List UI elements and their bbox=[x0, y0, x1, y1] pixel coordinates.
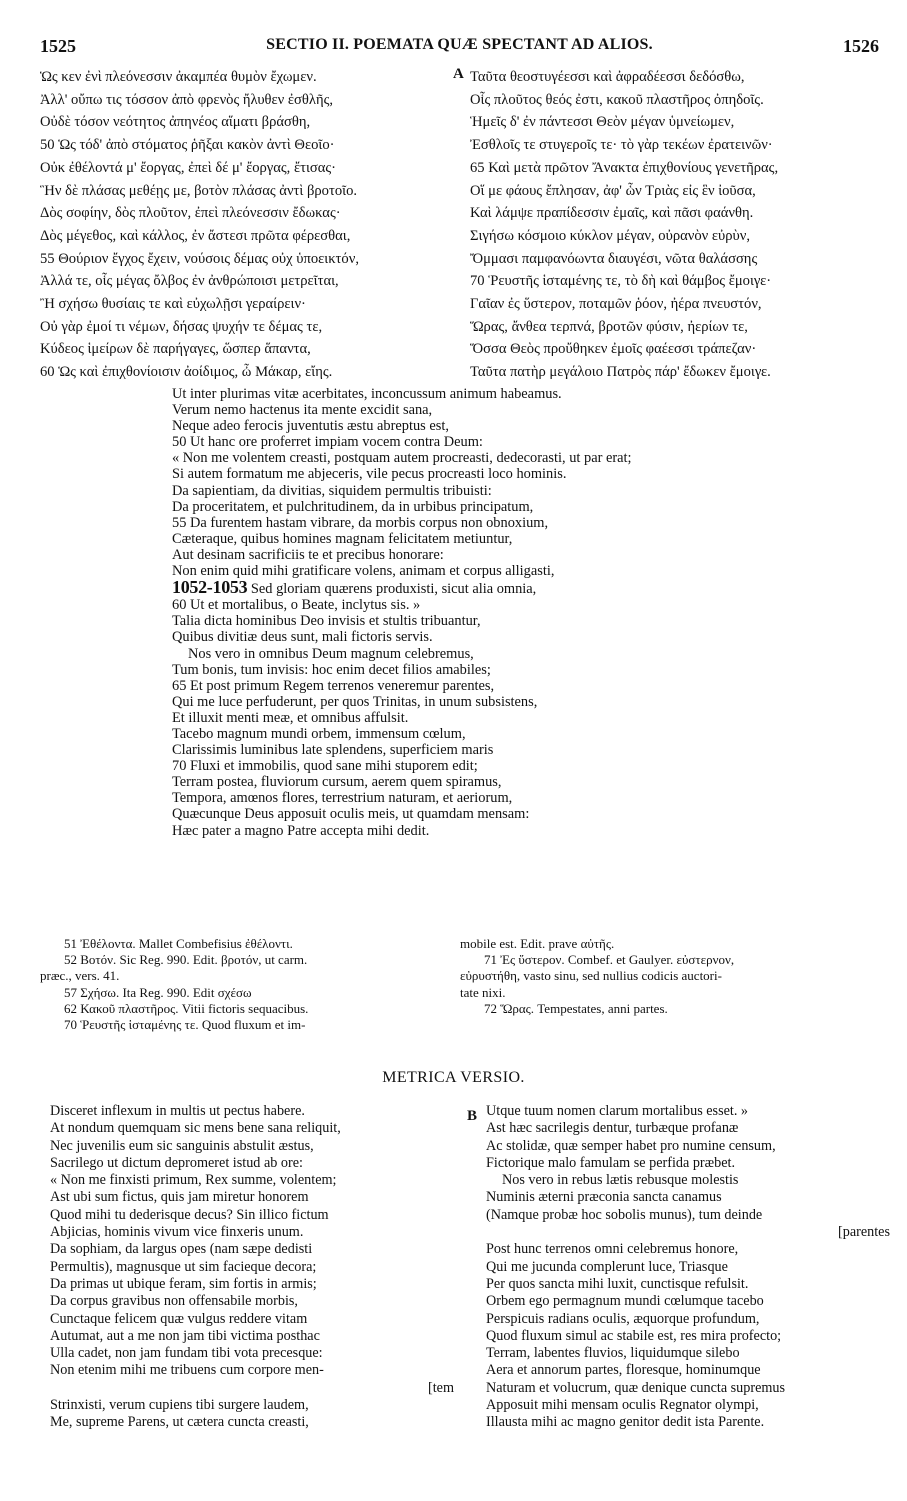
verse-line: Da sophiam, da largus opes (nam sæpe dedisti bbox=[50, 1241, 313, 1258]
verse-line: Permultis), magnusque ut sim facieque decora; bbox=[50, 1258, 317, 1275]
verse-line: Utque tuum nomen clarum mortalibus esset. » bbox=[486, 1103, 749, 1119]
latin-line: Nos vero in omnibus Deum magnum celebremus, bbox=[188, 645, 474, 662]
verse-line: Ast hæc sacrilegis dentur, turbæque profanæ bbox=[486, 1120, 739, 1137]
metrica-versio-heading: METRICA VERSIO. bbox=[382, 1069, 525, 1086]
greek-line: Ὡς κεν ἐνὶ πλεόνεσσιν ἀκαμπέα θυμὸν ἔχωμεν. bbox=[40, 69, 317, 85]
greek-line: 55 Θούριον ἔγχος ἔχειν, νούσοις δέμας οὐχ ὑποεικτόν, bbox=[40, 250, 359, 267]
metrica-text-right bbox=[486, 1103, 906, 1432]
footnote-line: præc., vers. 41. bbox=[40, 968, 120, 984]
greek-line: Ταῦτα θεοστυγέεσσι καὶ ἀφραδέεσσι δεδόσθω, bbox=[470, 69, 745, 85]
metrica-text-left bbox=[50, 1103, 470, 1432]
greek-line: Οὐκ ἐθέλοντά μ' ἔοργας, ἐπεὶ δέ μ' ἔοργας, ἔτισας· bbox=[40, 159, 337, 176]
footnote-line: 57 Σχήσω. Ita Reg. 990. Edit σχέσω bbox=[64, 984, 252, 1000]
greek-line: Ἢ σχήσω θυσίαις τε καὶ εὐχωλῇσι γεραίρειν· bbox=[40, 296, 306, 313]
greek-line: Οὐδὲ τόσον νεότητος ἀπηνέος αἵματι βράσθη, bbox=[40, 114, 311, 131]
latin-line: Tacebo magnum mundi orbem, immensum cœlum, bbox=[172, 725, 466, 742]
footnote-line: 62 Κακοῦ πλαστῆρος. Vitii fictoris sequacibus. bbox=[64, 1000, 309, 1016]
verse-line: Ast ubi sum fictus, quis jam miretur honorem bbox=[50, 1189, 309, 1206]
greek-line: Δὸς μέγεθος, καὶ κάλλος, ἐν ἄστεσι πρῶτα φέρεσθαι, bbox=[40, 227, 351, 244]
verse-line: Non etenim mihi me tribuens cum corpore men- bbox=[50, 1362, 324, 1379]
greek-line: Ἣν δὲ πλάσας μεθέῃς με, βοτὸν πλάσας ἀντὶ βροτοῖο. bbox=[40, 182, 358, 199]
latin-line: Et illuxit menti meæ, et omnibus affulsit. bbox=[172, 709, 409, 726]
latin-line: Tempora, amœnos flores, terrestrium naturam, et aeriorum, bbox=[172, 790, 513, 807]
verse-line: Perspicuis radians oculis, æquorque profundum, bbox=[486, 1310, 760, 1327]
verse-line: Illausta mihi ac magno genitor dedit ista Parente. bbox=[486, 1414, 765, 1431]
latin-line: Hæc pater a magno Patre accepta mihi dedit. bbox=[172, 822, 430, 839]
greek-line: Ἡμεῖς δ' ἐν πάντεσσι Θεὸν μέγαν ὑμνείωμεν, bbox=[470, 114, 735, 131]
latin-line: Non enim quid mihi gratificare volens, animam et corpus alligasti, bbox=[172, 563, 555, 580]
greek-line: 70 Ῥευστῆς ἱσταμένης τε, τὸ δὴ καὶ θάμβος ἔμοιγε· bbox=[470, 273, 772, 290]
footnote-line: mobile est. Edit. prave αὐτῆς. bbox=[460, 936, 615, 951]
verse-line: Ulla cadet, non jam fundam tibi vota precesque: bbox=[50, 1345, 323, 1362]
latin-line: 70 Fluxi et immobilis, quod sane mihi stuporem edit; bbox=[172, 758, 478, 775]
footnote-line: 72 Ὥρας. Tempestates, anni partes. bbox=[484, 1000, 668, 1016]
verse-line: Quod mihi tu dederisque decus? Sin illico fictum bbox=[50, 1206, 329, 1223]
latin-line: Tum bonis, tum invisis: hoc enim decet filios amabiles; bbox=[172, 661, 491, 678]
footnotes-right bbox=[460, 936, 904, 1017]
footnote-line: 70 Ῥευστῆς ἱσταμένης τε. Quod fluxum et im- bbox=[64, 1017, 306, 1033]
latin-line: « Non me volentem creasti, postquam autem procreasti, dedecorasti, ut par erat; bbox=[172, 450, 632, 467]
greek-line: Ἐσθλοῖς τε στυγεροῖς τε· τὸ γὰρ τεκέων ἐρατεινῶν· bbox=[470, 137, 773, 154]
verse-line: Per quos sancta mihi luxit, cunctisque refulsit. bbox=[486, 1275, 749, 1292]
greek-line: 50 Ὡς τόδ' ἀπὸ στόματος ῥῆξαι κακὸν ἀντὶ Θεοῖο· bbox=[40, 137, 335, 154]
verse-line: Sacrilego ut dictum depromeret istud ab ore: bbox=[50, 1154, 303, 1171]
greek-line: Ἀλλά τε, οἷς μέγας ὄλβος ἐν ἀνθρώποισι μετρεῖται, bbox=[40, 273, 339, 290]
verse-line: Nos vero in rebus lætis rebusque molestis bbox=[502, 1172, 739, 1189]
verse-line: Naturam et volucrum, quæ denique cuncta supremus bbox=[486, 1379, 786, 1396]
greek-text-right bbox=[470, 66, 890, 384]
verse-line: Apposuit mihi mensam oculis Regnator olympi, bbox=[486, 1397, 759, 1414]
verse-line: Qui me jucunda complerunt luce, Triasque bbox=[486, 1258, 728, 1275]
latin-line: Aut desinam sacrificiis te et precibus honorare: bbox=[172, 546, 444, 563]
verse-line: Abjicias, hominis vivum vice finxeris unum. bbox=[50, 1224, 304, 1241]
running-header bbox=[40, 36, 879, 60]
verse-line: Fictorique malo famulam se perfida præbet. bbox=[486, 1154, 735, 1171]
verse-line: Disceret inflexum in multis ut pectus habere. bbox=[50, 1103, 305, 1119]
latin-line: Quibus divitiæ deus sunt, mali fictoris servis. bbox=[172, 629, 433, 646]
verse-line: Da corpus gravibus non offensabile morbis, bbox=[50, 1293, 298, 1310]
marginal-letter-b: B bbox=[467, 1108, 478, 1124]
greek-line: Ὅσσα Θεὸς προὔθηκεν ἐμοῖς φαέεσσι τράπεζαν· bbox=[470, 341, 757, 358]
greek-line: 60 Ὡς καὶ ἐπιχθονίοισιν ἀοίδιμος, ὦ Μάκαρ, εἴης. bbox=[40, 364, 333, 381]
latin-line: Talia dicta hominibus Deo invisis et stultis tribuantur, bbox=[172, 613, 481, 630]
verse-line: Da primas ut ubique feram, sim fortis in armis; bbox=[50, 1275, 317, 1292]
footnote-line: 51 Ἐθέλοντα. Mallet Combefisius ἐθέλοντι. bbox=[64, 936, 293, 951]
verse-line: Nec juvenilis eum sic sanguinis abstulit æstus, bbox=[50, 1137, 314, 1154]
footnote-line: 52 Βοτόν. Sic Reg. 990. Edit. βροτόν, ut carm. bbox=[64, 952, 308, 968]
latin-line: Si autem formatum me abjeceris, vile pecus procreasti loco hominis. bbox=[172, 466, 567, 483]
latin-line: 60 Ut et mortalibus, o Beate, inclytus sis. » bbox=[172, 597, 421, 614]
verse-line: Strinxisti, verum cupiens tibi surgere laudem, bbox=[50, 1397, 309, 1414]
greek-line: Σιγήσω κόσμοιο κύκλον μέγαν, οὐρανὸν εὐρὺν, bbox=[470, 227, 751, 244]
latin-line: 65 Et post primum Regem terrenos veneremur parentes, bbox=[172, 677, 495, 694]
latin-line: Da sapientiam, da divitias, siquidem permultis tribuisti: bbox=[172, 482, 492, 499]
verse-line: Autumat, aut a me non jam tibi victima posthac bbox=[50, 1327, 320, 1344]
running-title: SECTIO II. POEMATA QUÆ SPECTANT AD ALIOS. bbox=[266, 36, 653, 53]
latin-line: Clarissimis luminibus late splendens, superficiem maris bbox=[172, 742, 494, 759]
greek-line: Οὐ γὰρ ἐμοί τι νέμων, δήσας ψυχήν τε δέμας τε, bbox=[40, 318, 323, 335]
verse-line: Ac stolidæ, quæ semper habet pro numine censum, bbox=[486, 1137, 776, 1154]
verse-line: Terram, labentes fluvios, liquidumque silebo bbox=[486, 1345, 740, 1362]
verse-line-overflow: [tem bbox=[428, 1379, 454, 1396]
latin-line: Neque adeo ferocis juventutis æstu abreptus est, bbox=[172, 418, 449, 435]
latin-line: Verum nemo hactenus ita mente excidit sana, bbox=[172, 402, 433, 419]
latin-line: Qui me luce perfuderunt, per quos Trinitas, in unum subsistens, bbox=[172, 693, 538, 710]
verse-line: « Non me finxisti primum, Rex summe, volentem; bbox=[50, 1172, 337, 1189]
latin-prose-translation bbox=[172, 386, 872, 839]
greek-line: Ταῦτα πατὴρ μεγάλοιο Πατρὸς πάρ' ἔδωκεν ἔμοιγε. bbox=[470, 364, 771, 381]
greek-line: Ὄμμασι παμφανόωντα διαυγέσι, νῶτα θαλάσσης bbox=[470, 250, 758, 267]
verse-line: (Namque probæ hoc sobolis munus), tum deinde bbox=[486, 1206, 763, 1223]
latin-line: Da proceritatem, et pulchritudinem, da in urbibus principatum, bbox=[172, 498, 534, 515]
footnotes-left bbox=[40, 936, 484, 1033]
verse-line: Aera et annorum partes, floresque, hominumque bbox=[486, 1362, 761, 1379]
verse-line: At nondum quemquam sic mens bene sana reliquit, bbox=[50, 1120, 341, 1137]
latin-line: 55 Da furentem hastam vibrare, da morbis corpus non obnoxium, bbox=[172, 514, 549, 531]
footnote-line: tate nixi. bbox=[460, 984, 506, 1000]
verse-line: Quod fluxum simul ac stabile est, res mira profecto; bbox=[486, 1327, 782, 1344]
latin-line: Cæteraque, quibus homines magnam felicitatem metiuntur, bbox=[172, 530, 513, 547]
latin-line-text: Sed gloriam quærens produxisti, sicut alia omnia, bbox=[250, 581, 537, 598]
verse-line: Cunctaque felicem quæ vulgus reddere vitam bbox=[50, 1310, 308, 1327]
latin-line: Terram postea, fluviorum cursum, aerem quem spiramus, bbox=[172, 774, 502, 791]
verse-line: Orbem ego permagnum mundi cœlumque tacebo bbox=[486, 1293, 764, 1310]
latin-line: Quæcunque Deus apposuit oculis meis, ut quamdam mensam: bbox=[172, 806, 530, 823]
greek-line: Οἷς πλοῦτος θεός ἐστι, κακοῦ πλαστῆρος ὀπηδοῖς. bbox=[470, 91, 764, 108]
latin-line: 50 Ut hanc ore proferret impiam vocem contra Deum: bbox=[172, 434, 483, 451]
greek-line: Κύδεος ἱμείρων δὲ παρήγαγες, ὥσπερ ἅπαντα, bbox=[40, 341, 311, 358]
verse-line: Me, supreme Parens, ut cætera cuncta creasti, bbox=[50, 1414, 309, 1431]
verse-line-overflow: [parentes bbox=[838, 1224, 890, 1241]
marginal-letter-a: A bbox=[453, 66, 464, 82]
greek-line: 65 Καὶ μετὰ πρῶτον Ἄνακτα ἐπιχθονίους γενετῆρας, bbox=[470, 159, 779, 176]
latin-line: Ut inter plurimas vitæ acerbitates, inconcussum animum habeamus. bbox=[172, 386, 562, 402]
greek-line: Ὥρας, ἄνθεα τερπνά, βροτῶν φύσιν, ἠερίων τε, bbox=[470, 318, 748, 335]
right-page-number: 1526 bbox=[843, 36, 879, 56]
verse-line: Numinis æterni præconia sancta canamus bbox=[486, 1189, 722, 1206]
greek-line: Δὸς σοφίην, δὸς πλοῦτον, ἐπεὶ πλεόνεσσιν ἔδωκας· bbox=[40, 205, 341, 222]
greek-line: Ἀλλ' οὔπω τις τόσσον ἀπὸ φρενὸς ἤλυθεν ἐσθλῆς, bbox=[40, 91, 334, 108]
greek-line: Καὶ λάμψε πραπίδεσσιν ἐμαῖς, καὶ πᾶσι φαάνθη. bbox=[470, 205, 754, 222]
greek-line: Οἵ με φάους ἔπλησαν, ἀφ' ὧν Τριὰς εἰς ἓν ἰοῦσα, bbox=[470, 182, 756, 199]
greek-line: Γαῖαν ἐς ὕστερον, ποταμῶν ῥόον, ἠέρα πνευστόν, bbox=[470, 296, 762, 313]
column-number: 1052-1053 bbox=[172, 577, 248, 598]
verse-line: Post hunc terrenos omni celebremus honore, bbox=[486, 1241, 739, 1258]
footnote-line: εὐρυστήθη, vasto sinu, sed nullius codicis auctori- bbox=[460, 968, 722, 984]
latin-line-with-column-number bbox=[172, 579, 872, 597]
footnote-line: 71 Ἐς ὕστερον. Combef. et Gaulyer. εὐστερνον, bbox=[484, 952, 735, 968]
greek-text-left bbox=[40, 66, 460, 384]
left-page-number: 1525 bbox=[40, 36, 76, 56]
